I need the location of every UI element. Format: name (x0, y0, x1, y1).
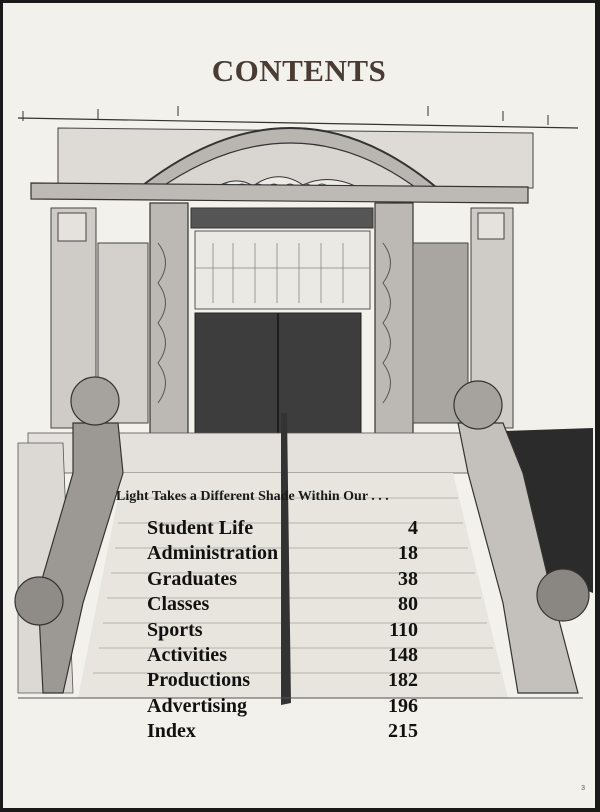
toc-entry-page: 18 (398, 542, 418, 565)
table-of-contents (147, 516, 422, 745)
toc-entry-productions (147, 668, 422, 693)
toc-entry-page: 182 (388, 669, 418, 692)
toc-entry-index (147, 719, 422, 744)
toc-entry-page: 110 (389, 618, 418, 641)
toc-entry-label: Graduates (147, 567, 237, 590)
toc-entry-label: Productions (147, 669, 250, 692)
page-title: CONTENTS (211, 53, 387, 88)
toc-entry-label: Index (147, 720, 196, 743)
toc-entry-page: 80 (398, 593, 418, 616)
toc-entry-label: Administration (147, 542, 279, 565)
toc-entry-page: 4 (408, 517, 418, 539)
toc-entry-student-life (147, 516, 422, 541)
toc-entry-page: 215 (388, 720, 418, 743)
toc-entry-classes (147, 592, 422, 617)
contents-subtitle: Light Takes a Different Shade Within Our . . . (116, 489, 389, 504)
toc-entry-page: 196 (388, 694, 418, 717)
toc-entry-label: Activities (147, 643, 227, 666)
toc-entry-label: Student Life (147, 517, 254, 539)
toc-entry-graduates (147, 567, 422, 592)
yearbook-page (3, 3, 595, 808)
toc-entry-label: Sports (147, 618, 203, 641)
toc-entry-activities (147, 643, 422, 668)
toc-entry-label: Classes (147, 593, 210, 616)
page-number: 3 (581, 785, 585, 792)
toc-entry-page: 148 (388, 643, 418, 666)
toc-entry-administration (147, 541, 422, 566)
toc-entry-page: 38 (398, 567, 418, 590)
toc-entry-label: Advertising (147, 694, 247, 717)
toc-entry-advertising (147, 694, 422, 719)
toc-entry-sports (147, 618, 422, 643)
